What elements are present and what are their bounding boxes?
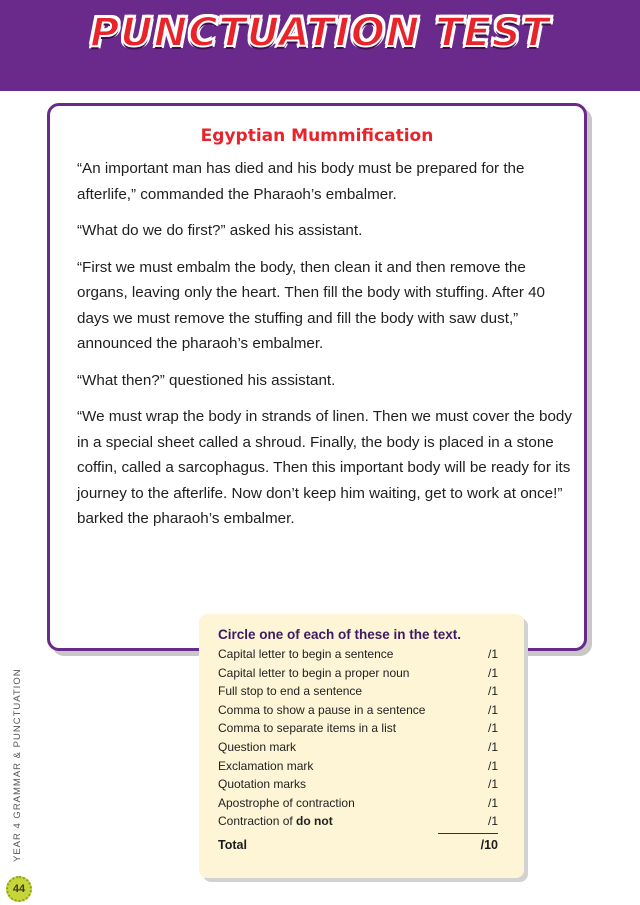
checklist-total-row: [218, 835, 506, 855]
checklist-score: /1: [487, 684, 498, 699]
checklist-label: Quotation marks: [218, 777, 307, 792]
checklist-label: Full stop to end a sentence: [218, 684, 363, 699]
checklist-label: Comma to show a pause in a sentence: [218, 702, 426, 717]
page-number-badge: 44: [6, 876, 32, 902]
story-paragraph: “What then?” questioned his assistant.: [77, 371, 336, 389]
checklist-score: /1: [487, 739, 498, 754]
story-paragraph: “First we must embalm the body, then clean it and then remove the organs, leaving only the heart. Then fill the body with stuffing. After 40 days we must remove the stuffing and fill the body with saw dust,” announced the pharaoh’s embalmer.: [77, 258, 546, 352]
checklist-row: [218, 682, 506, 701]
story-paragraph: “We must wrap the body in strands of linen. Then we must cover the body in a special sheet called a shroud. Finally, the body is placed in a stone coffin, called a sarcophagus. Then this important body will be ready for its journey to the afterlife. Now don’t keep him waiting, get to work at once!” barked the pharaoh’s embalmer.: [77, 408, 572, 527]
checklist-row: [218, 812, 506, 831]
checklist-score: /1: [487, 777, 498, 792]
checklist-row: [218, 794, 506, 813]
checklist-row: [218, 757, 506, 776]
checklist-row: [218, 701, 506, 720]
story-paragraph: “An important man has died and his body must be prepared for the afterlife,” commanded the Pharaoh’s embalmer.: [77, 160, 525, 203]
punctuation-checklist: [199, 614, 524, 878]
checklist-score: /1: [487, 758, 498, 773]
story-panel: [47, 103, 587, 651]
checklist-label: [218, 812, 333, 831]
checklist-row: [218, 664, 506, 683]
checklist-label-prefix: Contraction of: [218, 814, 297, 829]
checklist-heading: Circle one of each of these in the text.: [218, 627, 462, 642]
checklist-label: Question mark: [218, 739, 297, 754]
story-paragraph: “What do we do first?” asked his assistant.: [77, 222, 363, 239]
checklist-score: /1: [487, 795, 498, 810]
checklist-row: [218, 719, 506, 738]
total-score: /10: [480, 837, 498, 852]
checklist-row: [218, 738, 506, 757]
checklist-score: /1: [487, 702, 498, 717]
checklist-label: Apostrophe of contraction: [218, 795, 355, 810]
total-divider: [438, 833, 498, 834]
checklist-score: /1: [487, 665, 498, 680]
story-text: [77, 156, 572, 543]
side-label: YEAR 4 GRAMMAR & PUNCTUATION: [12, 668, 23, 862]
checklist-label: Capital letter to begin a proper noun: [218, 665, 410, 680]
checklist-label: Comma to separate items in a list: [218, 721, 397, 736]
checklist-row: [218, 645, 506, 664]
checklist-label: Exclamation mark: [218, 758, 314, 773]
checklist-score: /1: [487, 721, 498, 736]
checklist-label-bold: do not: [296, 814, 333, 829]
total-label: Total: [218, 837, 247, 852]
checklist-row: [218, 775, 506, 794]
checklist-score: /1: [487, 814, 498, 829]
page-title: PUNCTUATION TEST: [89, 10, 550, 56]
checklist-score: /1: [487, 647, 498, 661]
checklist-label: Capital letter to begin a sentence: [218, 647, 394, 661]
story-title: Egyptian Mummification: [200, 126, 434, 146]
